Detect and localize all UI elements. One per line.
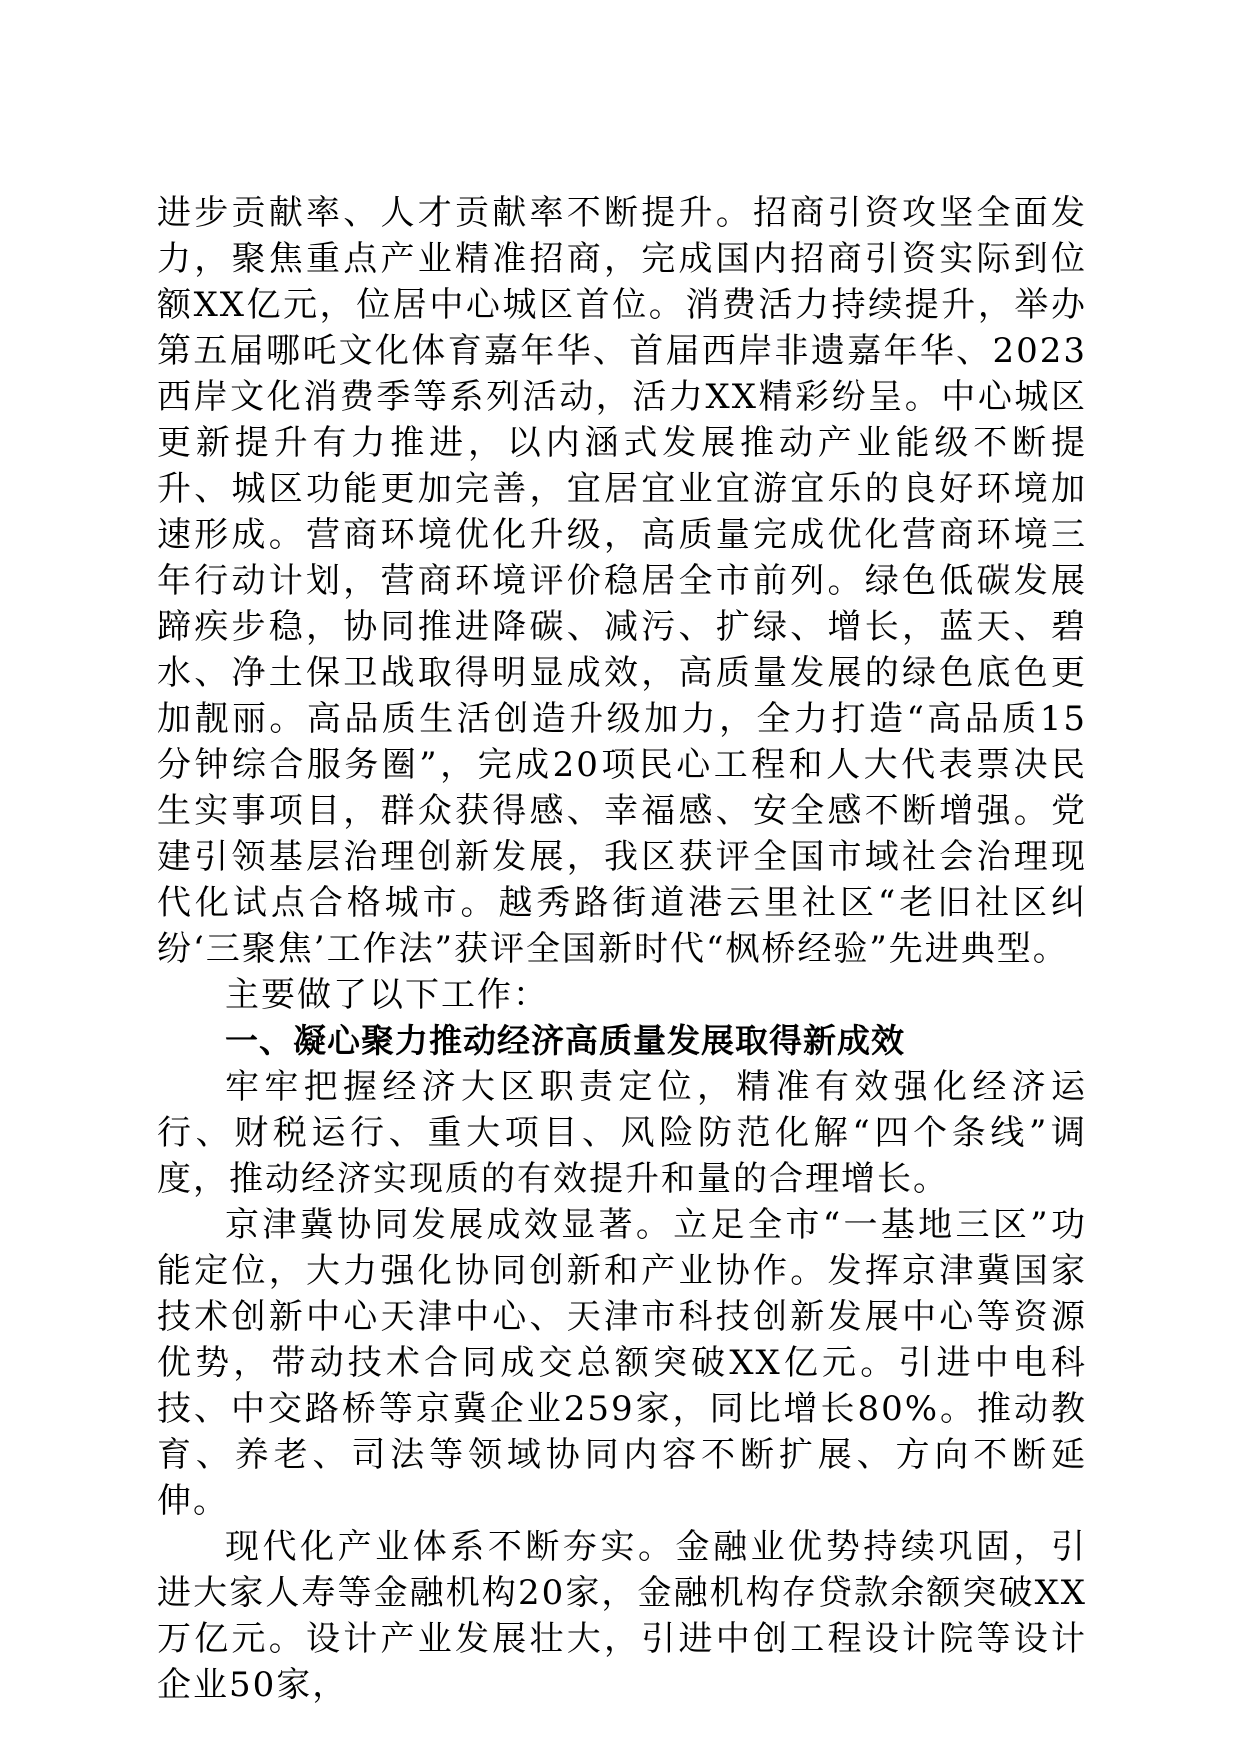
paragraph-industry-system: 现代化产业体系不断夯实。金融业优势持续巩固，引进大家人寿等金融机构20家，金融机构存贷款余额突破XX万亿元。设计产业发展壮大，引进中创工程设计院等设计企业50家， <box>157 1527 1087 1705</box>
document-page <box>157 190 1087 1708</box>
paragraph-continuation: 进步贡献率、人才贡献率不断提升。招商引资攻坚全面发力，聚焦重点产业精准招商，完成国内招商引资实际到位额XX亿元，位居中心城区首位。消费活力持续提升，举办第五届哪吒文化体育嘉年华、首届西岸非遗嘉年华、2023西岸文化消费季等系列活动，活力XX精彩纷呈。中心城区更新提升有力推进，以内涵式发展推动产业能级不断提升、城区功能更加完善，宜居宜业宜游宜乐的良好环境加速形成。营商环境优化升级，高质量完成优化营商环境三年行动计划，营商环境评价稳居全市前列。绿色低碳发展蹄疾步稳，协同推进降碳、减污、扩绿、增长，蓝天、碧水、净土保卫战取得明显成效，高质量发展的绿色底色更加靓丽。高品质生活创造升级加力，全力打造“高品质15分钟综合服务圈”，完成20项民心工程和人大代表票决民生实事项目，群众获得感、幸福感、安全感不断增强。党建引领基层治理创新发展，我区获评全国市域社会治理现代化试点合格城市。越秀路街道港云里社区“老旧社区纠纷‘三聚焦’工作法”获评全国新时代“枫桥经验”先进典型。 <box>157 193 1087 969</box>
paragraph-work-intro: 主要做了以下工作： <box>225 975 549 1015</box>
paragraph-economic-overview: 牢牢把握经济大区职责定位，精准有效强化经济运行、财税运行、重大项目、风险防范化解“四个条线”调度，推动经济实现质的有效提升和量的合理增长。 <box>157 1067 1087 1199</box>
section-heading-1: 一、凝心聚力推动经济高质量发展取得新成效 <box>225 1021 905 1060</box>
paragraph-jingjinji: 京津冀协同发展成效显著。立足全市“一基地三区”功能定位，大力强化协同创新和产业协作。发挥京津冀国家技术创新中心天津中心、天津市科技创新发展中心等资源优势，带动技术合同成交总额突破XX亿元。引进中电科技、中交路桥等京冀企业259家，同比增长80%。推动教育、养老、司法等领域协同内容不断扩展、方向不断延伸。 <box>157 1205 1087 1521</box>
